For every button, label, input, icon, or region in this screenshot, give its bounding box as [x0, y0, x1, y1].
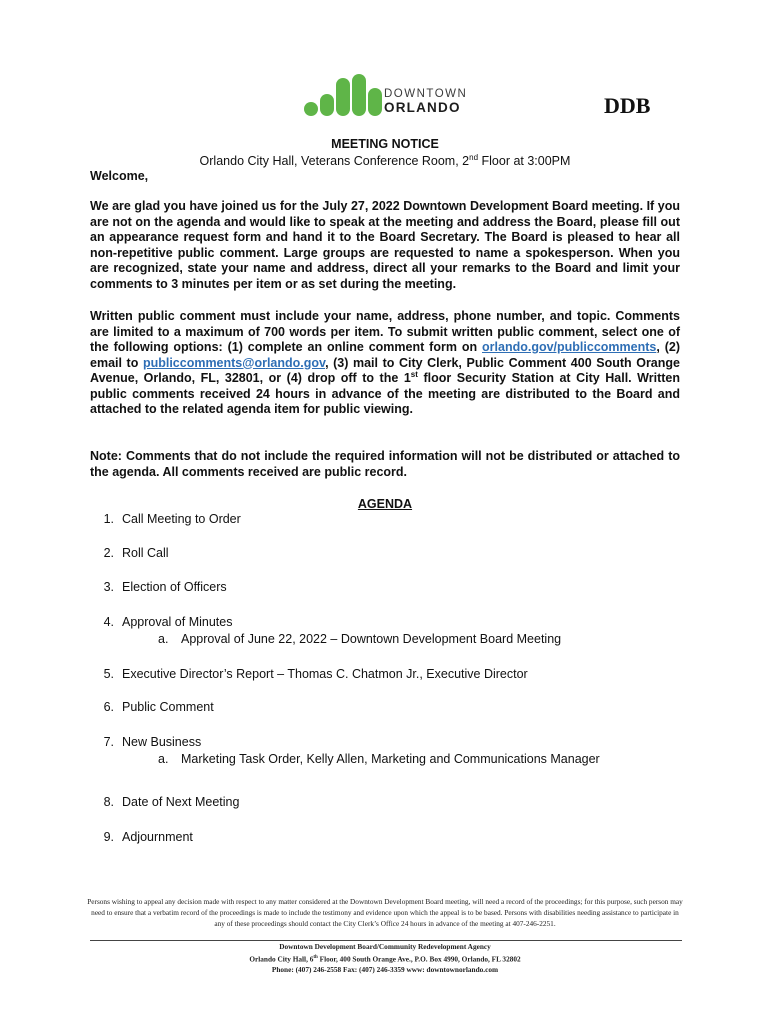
agenda-item-number: 9. [103, 830, 114, 844]
logo-bar [352, 74, 366, 116]
agenda-heading: AGENDA [357, 497, 413, 511]
agenda-item-text: Approval of Minutes [122, 615, 233, 629]
written-comment-paragraph [90, 309, 680, 418]
footer-address-text-end: Floor, 400 South Orange Ave., P.O. Box 4990, Orlando, FL 32802 [317, 954, 521, 964]
public-comments-email-link[interactable]: publiccomments@orlando.gov [142, 355, 326, 370]
agenda-subitem-letter: a. [158, 632, 169, 646]
agenda-item-text: New Business [122, 735, 202, 749]
downtown-orlando-logo [304, 74, 474, 116]
agenda-subitem-letter: a. [158, 752, 169, 766]
agenda-item-text: Date of Next Meeting [122, 795, 240, 809]
footer-contact [0, 941, 770, 975]
agenda-item-text: Executive Director’s Report – Thomas C. Chatmon Jr., Executive Director [122, 667, 528, 681]
agenda-item-text: Adjournment [122, 830, 193, 844]
footer-address-text: Orlando City Hall, 6 [249, 954, 314, 964]
agenda-item-text: Public Comment [122, 700, 214, 714]
ddb-badge: DDB [604, 93, 651, 118]
logo-bar [368, 88, 382, 116]
intro-paragraph: We are glad you have joined us for the July 27, 2022 Downtown Development Board meeting. If you are not on the agenda and would like to speak at the meeting and address the Board, please fill out an appearance request form and hand it to the Board Secretary. The Board is pleased to hear all non-repetitive public comment. Large groups are requested to name a spokesperson. When you are recognized, state your name and address, direct all your remarks to the Board and limit your comments to 3 minutes per item or as set during the meeting. [90, 199, 680, 291]
agenda-subitem-text: Marketing Task Order, Kelly Allen, Marketing and Communications Manager [181, 752, 600, 766]
agenda-item-number: 4. [103, 615, 114, 629]
agenda-subitem-text: Approval of June 22, 2022 – Downtown Development Board Meeting [181, 632, 562, 646]
location-text: Orlando City Hall, Veterans Conference Room, 2 [199, 154, 470, 169]
agenda-item-number: 7. [103, 735, 114, 749]
agenda-item-number: 8. [103, 795, 114, 809]
agenda-item-text: Election of Officers [122, 580, 227, 594]
footer-phone: Phone: (407) 246-2558 Fax: (407) 246-3359 www: downtownorlando.com [271, 965, 499, 975]
ordinal-suffix: st [410, 369, 418, 379]
paragraph-text: Written public comment must include your name, address, phone number, and topic. Comments are limited to a maximum of 700 words per item. To submit written public comment, select one of the following options: (1) complete an online comment form on [90, 309, 680, 354]
notice-title: MEETING NOTICE [331, 137, 439, 151]
agenda-item-text: Roll Call [122, 546, 169, 560]
agenda-item-number: 6. [103, 700, 114, 714]
logo-bar [320, 94, 334, 116]
agenda-item-number: 3. [103, 580, 114, 594]
paragraph-text: floor Security Station at City Hall. Written public comments received 24 hours in advance of the meeting are distributed to the Board and attached to the related agenda item for public viewing. [90, 371, 680, 416]
footer-disclaimer: Persons wishing to appeal any decision made with respect to any matter considered at the Downtown Development Board meeting, will need a record of the proceedings; for this purpose, such person may need to ensure that a verbatim record of the proceedings is made to include the testimony and evidence upon which the appeal is to be based. Persons with disabilities needing assistance to participate in any of these proceedings should contact the City Clerk’s Office 24 hours in advance of the meeting at 407-246-2251. [87, 897, 683, 929]
paragraph-text: , (2) email to [90, 340, 680, 370]
agenda-item-number: 5. [103, 667, 114, 681]
logo-bar [304, 102, 318, 116]
note-paragraph: Note: Comments that do not include the required information will not be distributed or attached to the agenda. All comments received are public record. [90, 449, 680, 479]
welcome-heading: Welcome, [90, 169, 149, 183]
agenda-item-number: 2. [103, 546, 114, 560]
ordinal-suffix: th [313, 955, 318, 960]
agenda-item-text: Call Meeting to Order [122, 512, 241, 526]
logo-bar [336, 78, 350, 116]
notice-location [0, 153, 770, 168]
public-comments-link[interactable]: orlando.gov/publiccomments [482, 340, 657, 354]
footer-org: Downtown Development Board/Community Redevelopment Agency [279, 942, 491, 951]
location-text-end: Floor at 3:00PM [478, 154, 571, 169]
footer-address [0, 952, 770, 964]
logo-bars-icon [304, 74, 382, 116]
paragraph-text: , (3) mail to City Clerk, Public Comment 400 South Orange Avenue, Orlando, FL, 32801, or (4) drop off to the 1 [90, 355, 680, 385]
agenda-item-number: 1. [103, 512, 114, 526]
logo-text-orlando: ORLANDO [384, 100, 461, 115]
logo-text-downtown: DOWNTOWN [384, 88, 468, 100]
ordinal-suffix: nd [469, 153, 479, 162]
